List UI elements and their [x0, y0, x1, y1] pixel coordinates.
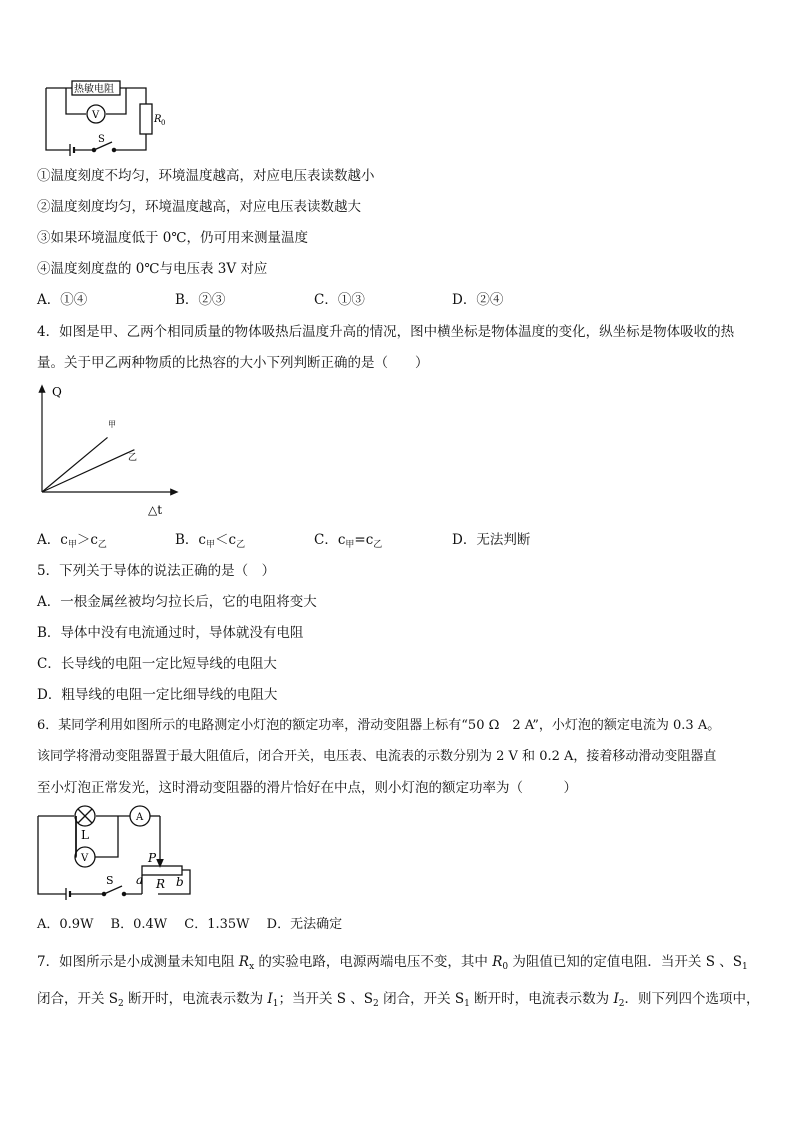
q7-l2-e: 断开时，电流表示数为: [469, 991, 614, 1007]
q5-stem: 5．下列关于导体的说法正确的是（ ）: [37, 563, 276, 579]
q3-statement-2: ②温度刻度均匀，环境温度越高，对应电压表读数越大: [37, 199, 361, 215]
y-axis-label: Q: [52, 385, 62, 399]
q3-statement-3: ③如果环境温度低于 0℃，仍可用来测量温度: [37, 230, 308, 246]
q4-option-b-mid: ＜c: [215, 532, 237, 548]
q3-statement-1: ①温度刻度不均匀，环境温度越高，对应电压表读数越小: [37, 168, 375, 184]
q3-option-b[interactable]: B．②③: [175, 292, 226, 308]
q4-option-c[interactable]: [314, 532, 382, 553]
q6-stem-line1: 6．某同学利用如图所示的电路测定小灯泡的额定功率，滑动变阻器上标有“50 Ω 2 A”，小灯泡的额定电流为 0.3 A。: [37, 718, 721, 733]
q3-statement-4: ④温度刻度盘的 0℃与电压表 3V 对应: [37, 261, 268, 277]
q7-i2-sub: 2: [618, 999, 625, 1009]
q4-option-a-sub1: 甲: [67, 540, 77, 550]
q4-option-a-pre: A．c: [37, 532, 68, 548]
q5-option-c[interactable]: C．长导线的电阻一定比短导线的电阻大: [37, 656, 277, 672]
resistor-r0: [140, 104, 152, 134]
q7-i1: I: [267, 991, 273, 1007]
q7-l1-c: 为阻值已知的定值电阻．当开关 S 、S: [508, 954, 743, 970]
q7-l2-c: ；当开关 S 、S: [278, 991, 374, 1007]
q7-s2b-sub: 2: [373, 999, 379, 1009]
q4-heat-chart: [30, 380, 190, 520]
switch-label: S: [98, 134, 105, 145]
q4-option-c-sub2: 乙: [373, 540, 383, 550]
ammeter-label: A: [136, 812, 144, 823]
q7-stem-line2: [37, 991, 760, 1012]
switch-label: S: [106, 874, 114, 887]
q7-r0: R: [492, 954, 503, 970]
q4-stem-line1: 4．如图是甲、乙两个相同质量的物体吸热后温度升高的情况，图中横坐标是物体温度的变化，纵坐标是物体吸收的热: [37, 324, 735, 340]
q7-stem-line1: [37, 954, 748, 975]
q7-l2-f: ．则下列四个选项中，: [624, 991, 760, 1007]
voltmeter-label: V: [81, 853, 89, 864]
q5-option-a[interactable]: A．一根金属丝被均匀拉长后，它的电阻将变大: [37, 594, 317, 610]
q4-option-c-sub1: 甲: [345, 540, 355, 550]
lamp-power-circuit-figure: [36, 804, 200, 904]
q4-option-b[interactable]: [175, 532, 245, 553]
q7-l2-a: 闭合，开关 S: [37, 991, 119, 1007]
q7-r0-sub: 0: [502, 962, 509, 972]
q7-s1-sub: 1: [742, 962, 748, 972]
q7-l2-d: 闭合，开关 S: [378, 991, 465, 1007]
series-label-jia: 甲: [108, 420, 116, 429]
q7-s1b-sub: 1: [464, 999, 470, 1009]
rheostat-end-b-label: b: [176, 875, 184, 889]
resistor-label: R: [154, 114, 162, 125]
rheostat: [142, 866, 182, 875]
q6-stem-line3: 至小灯泡正常发光，这时滑动变阻器的滑片恰好在中点，则小灯泡的额定功率为（ ）: [37, 780, 577, 796]
thermistor-circuit-figure: [36, 76, 176, 160]
q7-l2-b: 断开时，电流表示数为: [123, 991, 268, 1007]
q6-options[interactable]: A．0.9W B．0.4W C．1.35W D．无法确定: [37, 917, 343, 932]
q4-option-b-sub1: 甲: [205, 540, 215, 550]
q7-s2-sub: 2: [118, 999, 124, 1009]
q4-option-a-mid: ＞c: [76, 532, 98, 548]
rheostat-label: R: [156, 877, 166, 891]
series-label-yi: 乙: [128, 453, 138, 463]
slider-label: P: [148, 851, 157, 865]
rheostat-end-a-label: a: [136, 873, 144, 887]
q7-l1-a: 7．如图所示是小成测量未知电阻: [37, 954, 239, 970]
q3-option-d[interactable]: D．②④: [452, 292, 504, 308]
q4-option-c-mid: =c: [354, 532, 374, 548]
q5-option-b[interactable]: B．导体中没有电流通过时，导体就没有电阻: [37, 625, 304, 641]
x-axis-label: △t: [148, 503, 163, 517]
q4-option-c-pre: C．c: [314, 532, 346, 548]
series-line-jia: [42, 437, 108, 492]
q3-option-c[interactable]: C．①③: [314, 292, 365, 308]
resistor-label-sub: 0: [161, 119, 166, 127]
q7-rx: R: [238, 954, 250, 970]
q4-option-a[interactable]: [37, 532, 107, 553]
q4-stem-line2: 量。关于甲乙两种物质的比热容的大小下列判断正确的是（ ）: [37, 355, 429, 371]
q6-stem-line2: 该同学将滑动变阻器置于最大阻值后，闭合开关，电压表、电流表的示数分别为 2 V 和 0.2 A，接着移动滑动变阻器直: [37, 749, 717, 764]
q4-option-b-pre: B．c: [175, 532, 206, 548]
q4-option-a-sub2: 乙: [97, 540, 107, 550]
series-line-yi: [42, 450, 134, 492]
q7-i1-sub: 1: [272, 999, 279, 1009]
q3-option-a[interactable]: A．①④: [37, 292, 88, 308]
q7-rx-sub: x: [249, 962, 255, 972]
q4-option-d[interactable]: D．无法判断: [452, 532, 531, 548]
lamp-label: L: [81, 828, 89, 842]
voltmeter-label: V: [92, 110, 100, 121]
q5-option-d[interactable]: D．粗导线的电阻一定比细导线的电阻大: [37, 687, 278, 703]
thermistor-label: 热敏电阻: [74, 84, 114, 95]
q4-option-b-sub2: 乙: [236, 540, 246, 550]
q7-i2: I: [613, 991, 619, 1007]
q7-l1-b: 的实验电路，电源两端电压不变，其中: [254, 954, 493, 970]
